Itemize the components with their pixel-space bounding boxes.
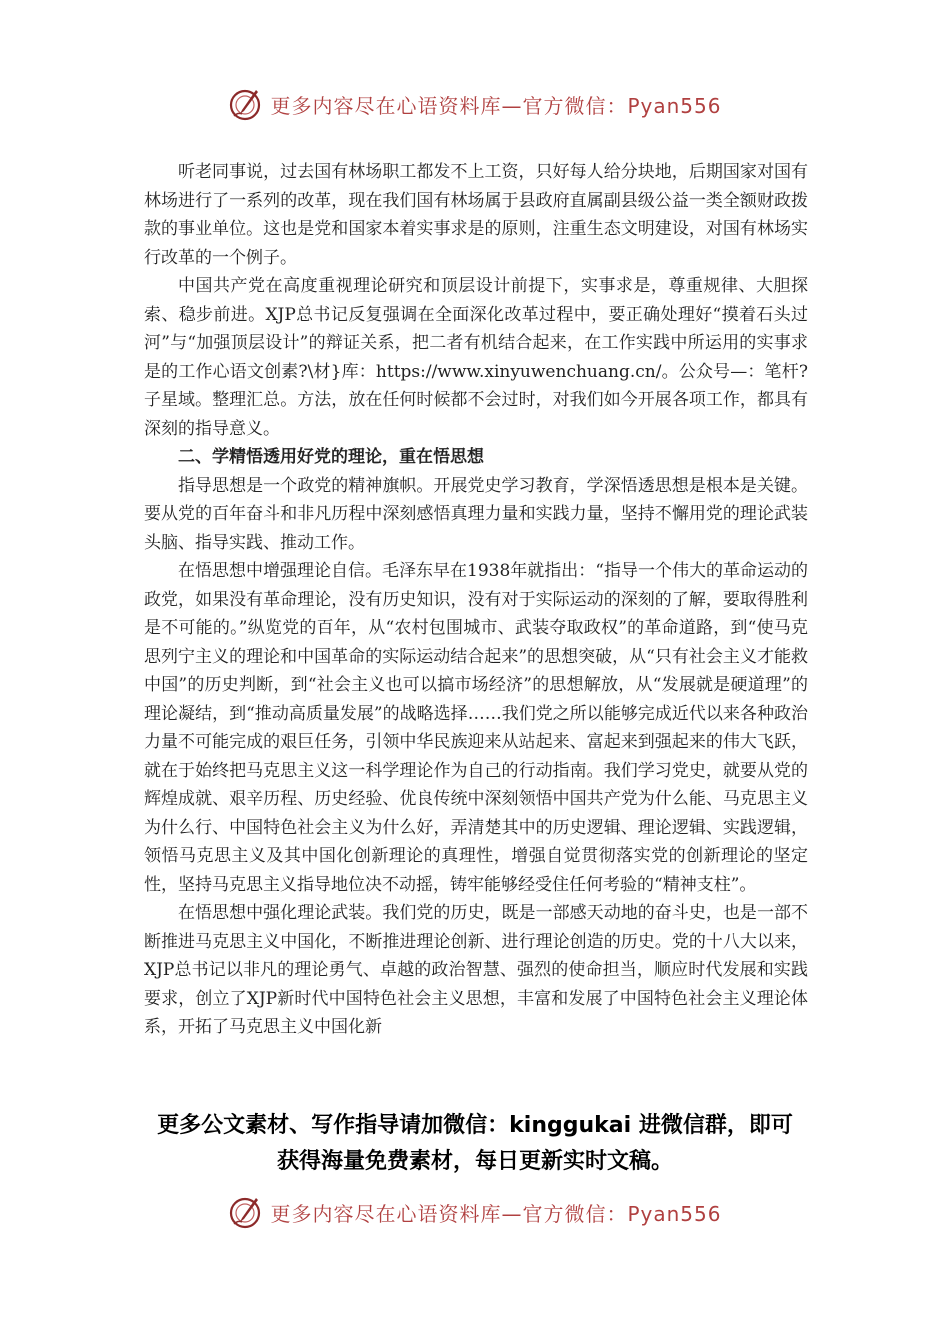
- footer-banner-text: 更多内容尽在心语资料库—官方微信：Pyan556: [270, 1201, 722, 1226]
- body-paragraph: 在悟思想中增强理论自信。毛泽东早在1938年就指出：“指导一个伟大的革命运动的政党，如果没有革命理论，没有历史知识，没有对于实际运动的深刻的了解，要取得胜利是不可能的。”纵览党的百年，从“农村包围城市、武装夺取政权”的革命道路，到“使马克思列宁主义的理论和中国革命的实际运动结合起来”的思想突破，从“只有社会主义才能救中国”的历史判断，到“社会主义也可以搞市场经济”的思想解放，从“发展就是硬道理”的理论凝结，到“推动高质量发展”的战略选择……我们党之所以能够完成近代以来各种政治力量不可能完成的艰巨任务，引领中华民族迎来从站起来、富起来到强起来的伟大飞跃，就在于始终把马克思主义这一科学理论作为自己的行动指南。我们学习党史，就要从党的辉煌成就、艰辛历程、历史经验、优良传统中深刻领悟中国共产党为什么能、马克思主义为什么行、中国特色社会主义为什么好，弄清楚其中的历史逻辑、理论逻辑、实践逻辑，领悟马克思主义及其中国化创新理论的真理性，增强自觉贯彻落实党的创新理论的坚定性，坚持马克思主义指导地位决不动摇，铸牢能够经受住任何考验的“精神支柱”。: [144, 561, 808, 895]
- pen-logo-icon: [228, 1194, 264, 1230]
- header-banner-text: 更多内容尽在心语资料库—官方微信：Pyan556: [270, 93, 722, 118]
- promo-notice: [0, 1108, 950, 1180]
- footer-banner: [0, 1190, 950, 1234]
- body-paragraph: 指导思想是一个政党的精神旗帜。开展党史学习教育，学深悟透思想是根本是关键。要从党的百年奋斗和非凡历程中深刻感悟真理力量和实践力量，坚持不懈用党的理论武装头脑、指导实践、推动工作。: [144, 475, 808, 553]
- body-paragraph: 中国共产党在高度重视理论研究和顶层设计前提下，实事求是，尊重规律、大胆探索、稳步前进。XJP总书记反复强调在全面深化改革过程中，要正确处理好“摸着石头过河”与“加强顶层设计”的辩证关系，把二者有机结合起来，在工作实践中所运用的实事求是的工作心语文创素?\材}库：https://www.xinyuwenchuang.cn/。公众号—：笔杆?子星域。整理汇总。方法，放在任何时候都不会过时，对我们如今开展各项工作，都具有深刻的指导意义。: [144, 276, 808, 439]
- promo-line-2: 获得海量免费素材，每日更新实时文稿。: [276, 1149, 673, 1174]
- document-body: [144, 158, 808, 1042]
- header-banner: [0, 82, 950, 126]
- body-paragraph: 听老同事说，过去国有林场职工都发不上工资，只好每人给分块地，后期国家对国有林场进行了一系列的改革，现在我们国有林场属于县政府直属副县级公益一类全额财政拨款的事业单位。这也是党和国家本着实事求是的原则，注重生态文明建设，对国有林场实行改革的一个例子。: [144, 162, 808, 268]
- body-paragraph: 在悟思想中强化理论武装。我们党的历史，既是一部感天动地的奋斗史，也是一部不断推进马克思主义中国化，不断推进理论创新、进行理论创造的历史。党的十八大以来，XJP总书记以非凡的理论勇气、卓越的政治智慧、强烈的使命担当，顺应时代发展和实践要求，创立了XJP新时代中国特色社会主义思想，丰富和发展了中国特色社会主义理论体系，开拓了马克思主义中国化新: [144, 903, 808, 1037]
- section-heading: 二、学精悟透用好党的理论，重在悟思想: [178, 447, 484, 467]
- pen-logo-icon: [228, 86, 264, 122]
- promo-line-1: 更多公文素材、写作指导请加微信：kinggukai 进微信群，即可: [157, 1113, 793, 1138]
